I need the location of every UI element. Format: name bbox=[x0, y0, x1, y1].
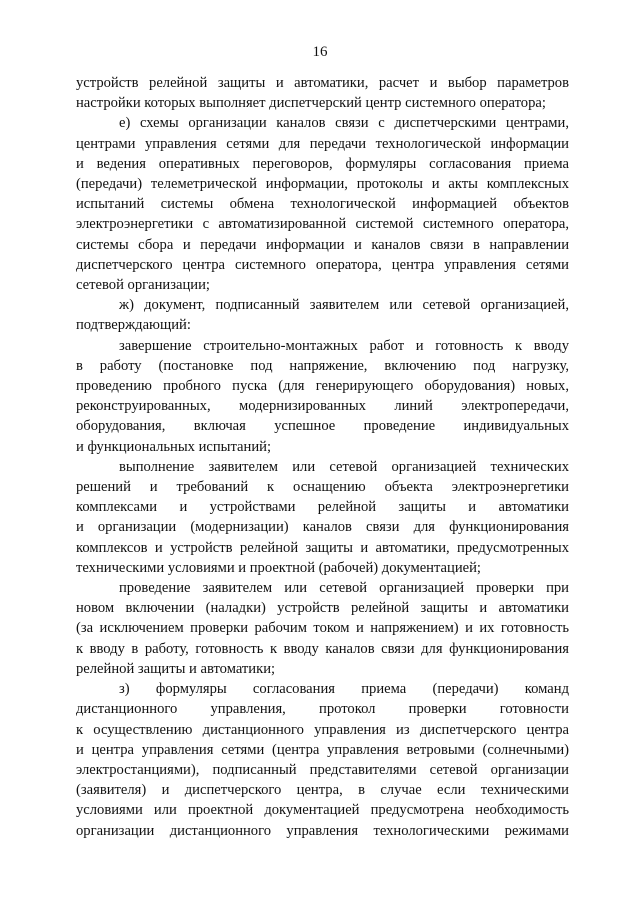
text-line: проведение заявителем или сетевой организацией проверки при bbox=[119, 580, 569, 597]
text-line: и центра управления сетями (центра управления ветровыми (солнечными) bbox=[76, 741, 569, 758]
text-line: техническими условиями и проектной (рабочей) документацией; bbox=[76, 559, 481, 576]
text-line: (передачи) телеметрической информации, протоколы и акты комплексных bbox=[76, 176, 569, 193]
text-line: настройки которых выполняет диспетчерский центр системного оператора; bbox=[76, 95, 546, 112]
text-line: к осуществлению дистанционного управления из диспетчерского центра bbox=[76, 721, 569, 738]
text-line: сетевой организации; bbox=[76, 277, 210, 294]
text-line: испытаний системы обмена технологической информацией объектов bbox=[76, 196, 569, 213]
text-line: и функциональных испытаний; bbox=[76, 438, 271, 455]
text-line: и ведения оперативных переговоров, формуляры согласования приема bbox=[76, 155, 569, 172]
text-line: оборудования, включая успешное проведение индивидуальных bbox=[76, 418, 569, 435]
text-line: завершение строительно-монтажных работ и готовность к вводу bbox=[119, 337, 569, 354]
text-line: диспетчерского центра системного оператора, центра управления сетями bbox=[76, 256, 569, 273]
text-line: дистанционного управления, протокол проверки готовности bbox=[76, 701, 569, 718]
text-line: и организации (модернизации) каналов связи для функционирования bbox=[76, 519, 569, 536]
page-number: 16 bbox=[312, 44, 328, 60]
text-line: комплексов и устройств релейной защиты и автоматики, предусмотренных bbox=[76, 539, 569, 556]
text-line: з) формуляры согласования приема (передачи) команд bbox=[119, 681, 569, 698]
text-line: реконструированных, модернизированных линий электропередачи, bbox=[76, 398, 569, 415]
text-line: решений и требований к оснащению объекта электроэнергетики bbox=[76, 479, 569, 496]
text-line: электроэнергетики с автоматизированной системой системного оператора, bbox=[76, 216, 569, 233]
text-line: центрами управления сетями для передачи технологической информации bbox=[76, 135, 569, 152]
text-line: (заявителя) и диспетчерского центра, в случае если техническими bbox=[76, 782, 569, 799]
document-body bbox=[76, 73, 569, 841]
text-line: устройств релейной защиты и автоматики, расчет и выбор параметров bbox=[76, 75, 569, 91]
text-line: (за исключением проверки рабочим током и напряжением) и их готовность bbox=[76, 620, 569, 637]
text-line: организации дистанционного управления технологическими режимами bbox=[76, 822, 569, 839]
text-line: в работу (постановке под напряжение, включению под нагрузку, bbox=[76, 357, 569, 374]
text-line: условиями или проектной документацией предусмотрена необходимость bbox=[76, 802, 569, 819]
text-line: подтверждающий: bbox=[76, 317, 191, 334]
text-line: е) схемы организации каналов связи с диспетчерскими центрами, bbox=[119, 115, 569, 132]
text-line: к вводу в работу, готовность к вводу каналов связи для функционирования bbox=[76, 640, 569, 657]
text-line: релейной защиты и автоматики; bbox=[76, 660, 276, 677]
text-line: выполнение заявителем или сетевой организацией технических bbox=[119, 458, 569, 475]
text-line: новом включении (наладки) устройств релейной защиты и автоматики bbox=[76, 600, 569, 617]
text-line: проведению пробного пуска (для генерирующего оборудования) новых, bbox=[76, 378, 569, 395]
text-line: комплексами и устройствами релейной защиты и автоматики bbox=[76, 499, 569, 516]
text-line: электростанциями), подписанный представителями сетевой организации bbox=[76, 761, 569, 778]
text-line: ж) документ, подписанный заявителем или сетевой организацией, bbox=[119, 297, 569, 314]
text-line: системы сбора и передачи информации и каналов связи в направлении bbox=[76, 236, 569, 253]
